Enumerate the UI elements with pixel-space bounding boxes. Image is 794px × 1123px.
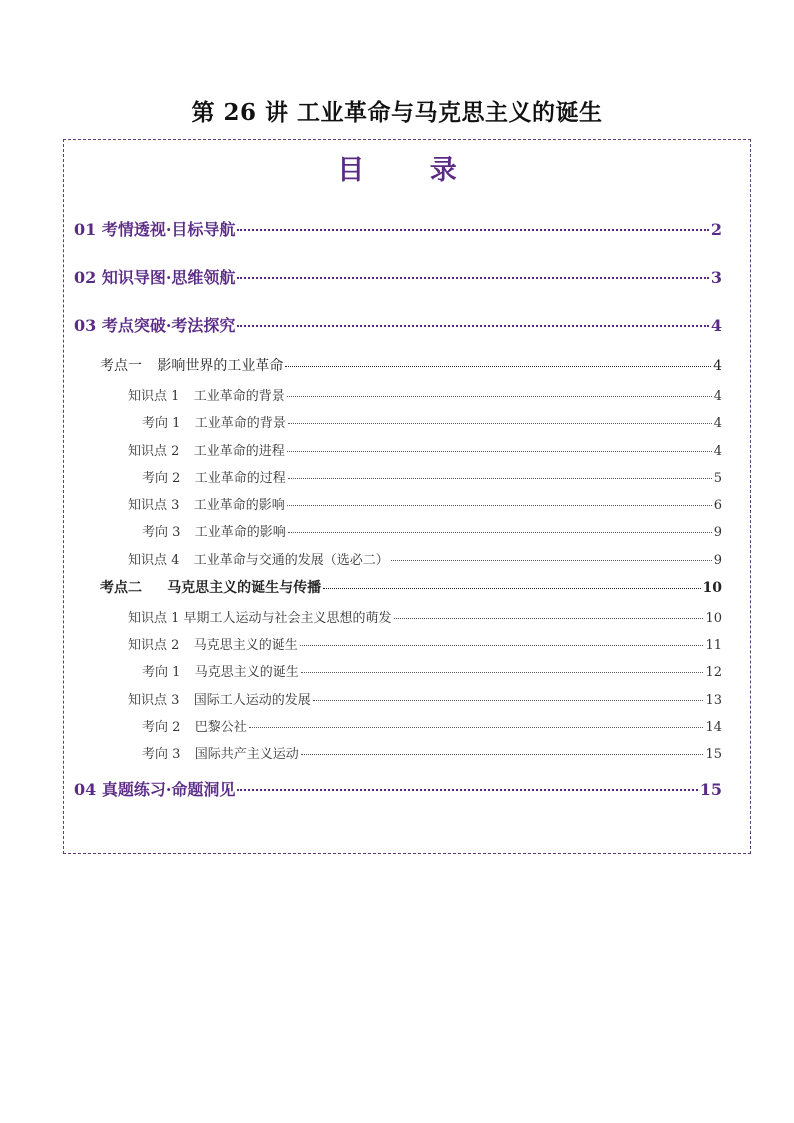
toc-page-number: 3 bbox=[710, 268, 722, 287]
toc-entry-kaodian-2[interactable] bbox=[100, 577, 722, 597]
toc-page-number: 14 bbox=[705, 720, 722, 735]
toc-entry-kaodian-1[interactable] bbox=[100, 355, 722, 375]
toc-entry-label: 知识点 2 工业革命的进程 bbox=[128, 444, 285, 459]
toc-page-number: 2 bbox=[710, 220, 722, 239]
toc-page-number: 6 bbox=[713, 498, 722, 513]
toc-entry-02[interactable] bbox=[74, 265, 722, 288]
toc-entry-label: 考向 3 工业革命的影响 bbox=[142, 525, 286, 540]
dot-leader bbox=[287, 442, 712, 455]
toc-page-number: 4 bbox=[713, 416, 722, 431]
toc-entry-kaoxiang-2-1[interactable] bbox=[142, 661, 722, 680]
toc-entry-label: 04 真题练习·命题洞见 bbox=[74, 780, 236, 799]
toc-page-number: 4 bbox=[710, 316, 722, 335]
toc-page-number: 12 bbox=[705, 665, 722, 680]
toc-entry-zhishidian-1-2[interactable] bbox=[128, 440, 722, 459]
dot-leader bbox=[237, 315, 708, 331]
toc-entry-label: 02 知识导图·思维领航 bbox=[74, 268, 236, 287]
toc-entry-label: 考向 1 马克思主义的诞生 bbox=[142, 665, 299, 680]
toc-entry-kaoxiang-1-2[interactable] bbox=[142, 467, 722, 486]
toc-page-number: 4 bbox=[713, 389, 722, 404]
dot-leader bbox=[301, 745, 704, 758]
toc-entry-zhishidian-1-1[interactable] bbox=[128, 385, 722, 404]
dot-leader bbox=[288, 523, 712, 536]
dot-leader bbox=[301, 663, 704, 676]
dot-leader bbox=[288, 414, 712, 427]
toc-entry-zhishidian-1-4[interactable] bbox=[128, 549, 722, 568]
toc-entry-label: 知识点 4 工业革命与交通的发展（选必二） bbox=[128, 553, 389, 568]
dot-leader bbox=[287, 387, 712, 400]
toc-entry-kaoxiang-1-3[interactable] bbox=[142, 521, 722, 540]
dot-leader bbox=[237, 267, 708, 283]
toc-page-number: 5 bbox=[713, 471, 722, 486]
toc-entry-label: 知识点 3 工业革命的影响 bbox=[128, 498, 285, 513]
toc-entry-03[interactable] bbox=[74, 313, 722, 336]
dot-leader bbox=[313, 691, 704, 704]
toc-entry-label: 考点一 影响世界的工业革命 bbox=[100, 358, 284, 374]
toc-entry-zhishidian-1-3[interactable] bbox=[128, 494, 722, 513]
toc-entry-kaoxiang-1-1[interactable] bbox=[142, 412, 722, 431]
toc-entry-zhishidian-2-1[interactable] bbox=[128, 607, 722, 626]
toc-entry-label: 考向 3 国际共产主义运动 bbox=[142, 747, 299, 762]
toc-page-number: 9 bbox=[713, 525, 722, 540]
toc-page-number: 4 bbox=[713, 444, 722, 459]
toc-heading: 目 录 bbox=[337, 155, 485, 186]
toc-entry-label: 知识点 3 国际工人运动的发展 bbox=[128, 693, 311, 708]
dot-leader bbox=[237, 779, 697, 795]
dot-leader bbox=[288, 469, 712, 482]
toc-page-number: 15 bbox=[699, 780, 722, 799]
toc-entry-04[interactable] bbox=[74, 777, 722, 800]
toc-page-number: 10 bbox=[702, 580, 722, 596]
dot-leader bbox=[300, 636, 704, 649]
dot-leader bbox=[394, 609, 704, 622]
toc-entry-kaoxiang-2-3[interactable] bbox=[142, 743, 722, 762]
toc-page-number: 9 bbox=[713, 553, 722, 568]
toc-page-number: 15 bbox=[705, 747, 722, 762]
toc-entry-label: 考向 2 工业革命的过程 bbox=[142, 471, 286, 486]
document-title: 第 26 讲 工业革命与马克思主义的诞生 bbox=[191, 99, 603, 126]
toc-entry-label: 考点二 马克思主义的诞生与传播 bbox=[100, 580, 322, 596]
toc-entry-kaoxiang-2-2[interactable] bbox=[142, 716, 722, 735]
toc-entry-zhishidian-2-2[interactable] bbox=[128, 634, 722, 653]
toc-entry-label: 考向 1 工业革命的背景 bbox=[142, 416, 286, 431]
dot-leader bbox=[285, 356, 711, 370]
dot-leader bbox=[391, 551, 712, 564]
toc-entry-label: 知识点 1 早期工人运动与社会主义思想的萌发 bbox=[128, 611, 392, 626]
toc-page-number: 11 bbox=[705, 638, 722, 653]
toc-entry-01[interactable] bbox=[74, 217, 722, 240]
toc-page-number: 4 bbox=[713, 358, 722, 374]
toc-entry-label: 考向 2 巴黎公社 bbox=[142, 720, 247, 735]
dot-leader bbox=[237, 219, 708, 235]
dot-leader bbox=[287, 496, 712, 509]
toc-page-number: 13 bbox=[705, 693, 722, 708]
dot-leader bbox=[249, 718, 704, 731]
dot-leader bbox=[323, 578, 700, 592]
toc-entry-zhishidian-2-3[interactable] bbox=[128, 689, 722, 708]
toc-entry-label: 知识点 1 工业革命的背景 bbox=[128, 389, 285, 404]
toc-entry-label: 01 考情透视·目标导航 bbox=[74, 220, 236, 239]
toc-entry-label: 03 考点突破·考法探究 bbox=[74, 316, 236, 335]
toc-page-number: 10 bbox=[705, 611, 722, 626]
toc-entry-label: 知识点 2 马克思主义的诞生 bbox=[128, 638, 298, 653]
